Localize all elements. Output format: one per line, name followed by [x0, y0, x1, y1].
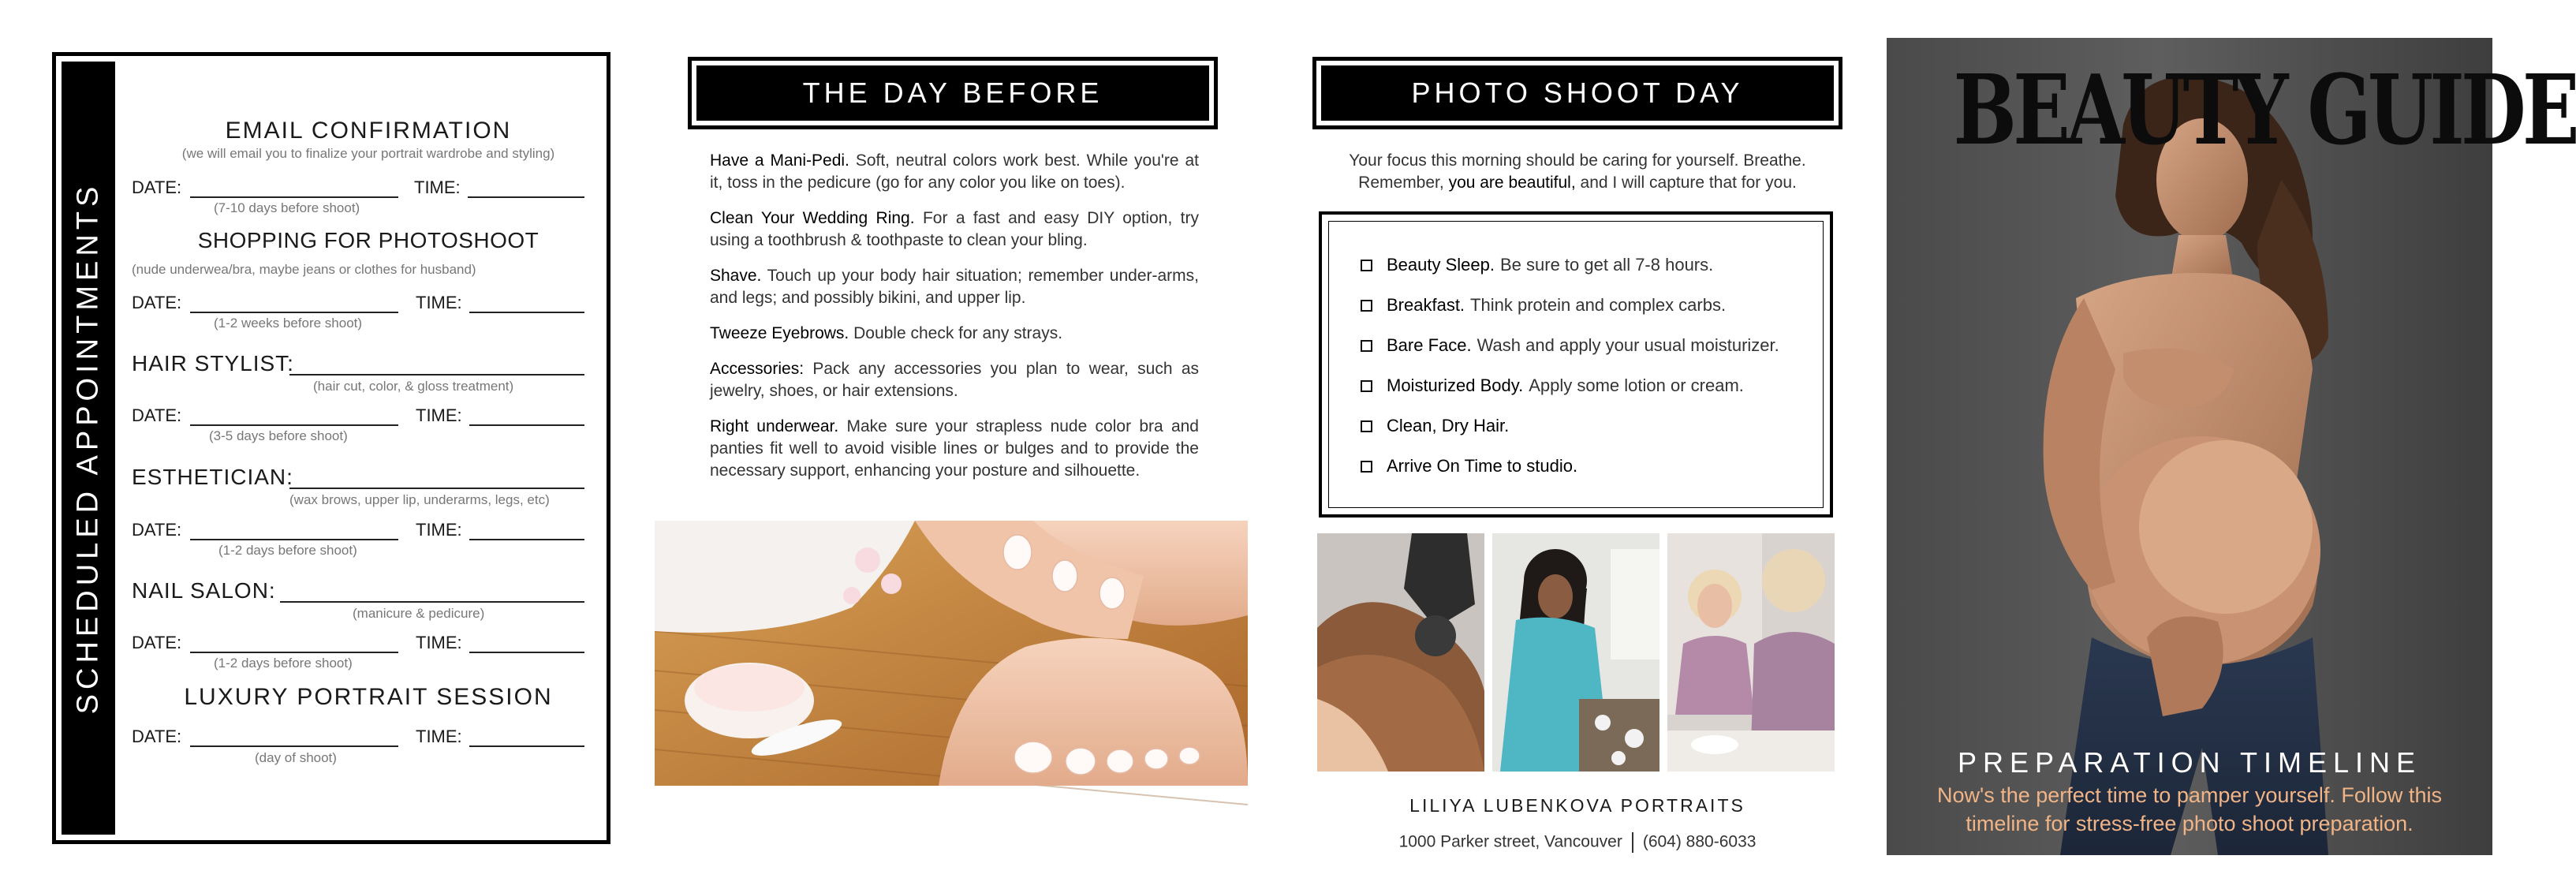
skincare-mirror-illustration [1667, 533, 1835, 772]
section-timing-esthetician: (1-2 days before shoot) [218, 543, 357, 558]
checklist-text: Apply some lotion or cream. [1529, 376, 1744, 395]
section-timing-shopping: (1-2 weeks before shoot) [214, 316, 363, 331]
hair-styling-illustration [1317, 533, 1484, 772]
date-label: DATE: [132, 727, 182, 746]
checklist-item[interactable] [1361, 255, 1713, 275]
shoot-day-title-box [1312, 57, 1842, 129]
mani-pedi-photo [655, 521, 1248, 786]
intro-line-2 [1325, 172, 1830, 194]
section-timing-session: (day of shoot) [255, 750, 337, 765]
date-input-hair[interactable] [190, 424, 398, 426]
sidebar-title: SCHEDULED APPOINTMENTS [71, 181, 105, 715]
tip-item [710, 323, 1199, 345]
time-input-esthetician[interactable] [469, 539, 584, 540]
shoot-day-intro [1325, 150, 1830, 194]
nail-salon-input[interactable] [280, 601, 584, 603]
date-label: DATE: [132, 520, 182, 540]
tip-item [710, 207, 1199, 252]
section-timing-nail: (1-2 days before shoot) [214, 656, 353, 671]
tip-text: Soft, neutral colors work best. While you're at it, toss in the pedicure (go for any color you like on toes). [710, 151, 1200, 192]
intro-text: Remember, [1358, 174, 1444, 192]
checklist-item[interactable] [1361, 376, 1744, 396]
tip-item [710, 150, 1199, 194]
checkbox-icon[interactable] [1361, 260, 1372, 271]
date-input-nail[interactable] [190, 652, 398, 653]
section-note-shopping: (nude underwea/bra, maybe jeans or clothes for husband) [132, 262, 476, 277]
tip-lead: Tweeze Eyebrows. [710, 324, 849, 342]
date-input-shopping[interactable] [190, 312, 398, 313]
date-label: DATE: [132, 405, 182, 425]
appointments-panel [52, 52, 610, 844]
section-title-shopping: SHOPPING FOR PHOTOSHOOT [197, 228, 539, 252]
tip-item [710, 358, 1199, 402]
section-timing-hair: (3-5 days before shoot) [209, 428, 348, 443]
studio-name: LILIYA LUBENKOVA PORTRAITS [1409, 795, 1745, 816]
checklist-lead: Bare Face. [1387, 335, 1472, 355]
checklist-inner [1328, 221, 1824, 508]
tip-item [710, 265, 1199, 309]
section-note-esthetician: (wax brows, upper lip, underarms, legs, etc) [289, 492, 550, 507]
checklist-lead: Beauty Sleep. [1387, 255, 1495, 275]
section-title-session: LUXURY PORTRAIT SESSION [184, 684, 553, 710]
cover-panel [1887, 38, 2576, 855]
tip-item [710, 416, 1199, 482]
makeup-station-photo [1492, 533, 1659, 772]
tip-text: Pack any accessories you plan to wear, such as jewelry, shoes, or hair extensions. [710, 360, 1199, 400]
section-title-nail: NAIL SALON: [132, 578, 276, 603]
cover-title: BEAUTY GUIDE [1953, 53, 2576, 166]
section-note-nail: (manicure & pedicure) [353, 606, 485, 621]
studio-address: 1000 Parker street, Vancouver [1398, 832, 1622, 851]
divider [1632, 832, 1633, 853]
tip-lead: Shave. [710, 267, 762, 285]
intro-emphasis: you are beautiful, [1448, 174, 1576, 192]
time-label: TIME: [416, 633, 462, 652]
studio-contact [1325, 832, 1830, 853]
checklist-item[interactable] [1361, 335, 1779, 356]
date-input-esthetician[interactable] [190, 539, 398, 540]
checkbox-icon[interactable] [1361, 461, 1372, 473]
checkbox-icon[interactable] [1361, 380, 1372, 392]
time-label: TIME: [416, 293, 462, 312]
checklist-text: Be sure to get all 7-8 hours. [1499, 255, 1714, 275]
tip-text: Double check for any strays. [853, 324, 1063, 342]
time-input-email[interactable] [468, 196, 584, 198]
section-timing-email: (7-10 days before shoot) [214, 200, 360, 215]
appointments-sidebar [62, 62, 115, 835]
section-title-hair: HAIR STYLIST: [132, 351, 294, 376]
day-before-title-box [688, 57, 1218, 129]
tip-lead: Clean Your Wedding Ring. [710, 209, 915, 227]
skincare-mirror-photo [1667, 533, 1835, 772]
shoot-day-title: PHOTO SHOOT DAY [1321, 65, 1834, 121]
tip-text: Make sure your strapless nude color bra and panties fit well to avoid visible lines or bulges and to provide the necessary support, enhancing your posture and silhouette. [710, 417, 1199, 480]
day-before-tips [710, 150, 1199, 495]
time-label: TIME: [416, 520, 462, 540]
checklist-lead: Moisturized Body. [1387, 376, 1524, 395]
date-label: DATE: [132, 293, 182, 312]
time-input-shopping[interactable] [469, 312, 584, 313]
section-note-email: (we will email you to finalize your portrait wardrobe and styling) [181, 146, 555, 161]
time-input-nail[interactable] [469, 652, 584, 653]
time-input-hair[interactable] [469, 424, 584, 426]
esthetician-input[interactable] [289, 488, 584, 489]
tip-text: For a fast and easy DIY option, try using a toothbrush & toothpaste to clean your bling. [710, 209, 1199, 249]
checklist-text: Wash and apply your usual moisturizer. [1477, 335, 1779, 355]
date-label: DATE: [132, 177, 182, 197]
tip-lead: Have a Mani-Pedi. [710, 151, 849, 170]
intro-line-1: Your focus this morning should be caring for yourself. Breathe. [1349, 151, 1806, 170]
mani-pedi-illustration [655, 521, 1248, 786]
checklist-item[interactable] [1361, 295, 1726, 316]
date-input-session[interactable] [190, 745, 398, 747]
checklist-item[interactable] [1361, 416, 1514, 436]
time-label: TIME: [416, 727, 462, 746]
checkbox-icon[interactable] [1361, 420, 1372, 432]
checkbox-icon[interactable] [1361, 340, 1372, 352]
checklist-lead: Arrive On Time to studio. [1387, 456, 1578, 476]
tip-lead: Right underwear. [710, 417, 839, 435]
hair-stylist-input[interactable] [289, 374, 584, 376]
time-label: TIME: [416, 405, 462, 425]
makeup-station-illustration [1492, 533, 1659, 772]
appointments-form [133, 56, 603, 840]
section-title-esthetician: ESTHETICIAN: [132, 465, 293, 489]
cover-description: Now's the perfect time to pamper yourself. Follow this timeline for stress-free photo shoot preparation. [1937, 783, 2442, 835]
checklist-text: Think protein and complex carbs. [1470, 295, 1727, 315]
date-label: DATE: [132, 633, 182, 652]
tip-lead: Accessories: [710, 360, 805, 378]
intro-text: and I will capture that for you. [1580, 174, 1797, 192]
section-title-email: EMAIL CONFIRMATION [225, 118, 512, 144]
studio-phone[interactable]: (604) 880-6033 [1642, 832, 1757, 851]
time-label: TIME: [414, 177, 461, 197]
time-input-session[interactable] [469, 745, 584, 747]
checklist-item[interactable] [1361, 456, 1583, 476]
day-before-title: THE DAY BEFORE [696, 65, 1209, 121]
tip-text: Touch up your body hair situation; remember under-arms, and legs; and possibly bikini, and upper lip. [710, 267, 1199, 307]
checklist-lead: Breakfast. [1387, 295, 1465, 315]
checklist-lead: Clean, Dry Hair. [1387, 416, 1510, 435]
hair-styling-photo [1317, 533, 1484, 772]
date-input-email[interactable] [190, 196, 398, 198]
checkbox-icon[interactable] [1361, 300, 1372, 312]
section-note-hair: (hair cut, color, & gloss treatment) [313, 379, 514, 394]
shoot-day-checklist [1319, 211, 1833, 517]
cover-subtitle: PREPARATION TIMELINE [1957, 746, 2422, 779]
